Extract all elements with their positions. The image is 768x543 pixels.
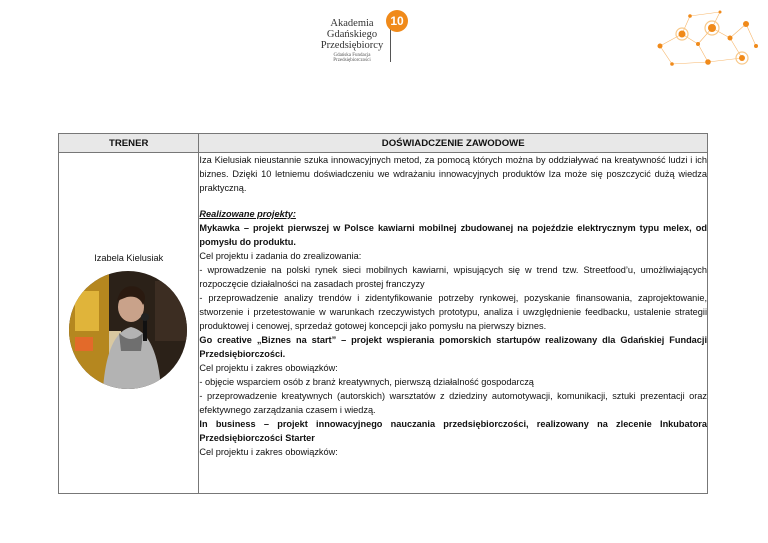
project-2-item-1: - objęcie wsparciem osób z branż kreatywnych, pierwszą działalność gospodarczą <box>199 377 534 387</box>
trainer-name: Izabela Kielusiak <box>94 253 164 263</box>
logo-line-1: Akademia <box>330 18 374 29</box>
academy-logo <box>310 10 420 66</box>
logo-line-2: Gdańskiego <box>326 29 378 40</box>
header-trainer: TRENER <box>59 134 199 153</box>
project-2-goal: Cel projektu i zakres obowiązków: <box>199 363 338 373</box>
project-3-goal: Cel projektu i zakres obowiązków: <box>199 447 338 457</box>
table-header-row <box>59 134 708 153</box>
projects-heading: Realizowane projekty: <box>199 209 296 219</box>
project-1-title: Mykawka – projekt pierwszej w Polsce kawiarni mobilnej zbudowanej na pojeździe elektrycznym typu melex, od pomysłu do produktu. <box>199 223 707 247</box>
logo-text <box>316 18 388 51</box>
experience-cell <box>199 153 708 494</box>
table-row <box>59 153 708 494</box>
logo-badge: 10 <box>386 10 408 32</box>
logo-line-3: Przedsiębiorcy <box>320 40 384 51</box>
project-1-item-1: - wprowadzenie na polski rynek sieci mobilnych kawiarni, wpisujących się w trend tzw. Streetfood’u, umożliwiających rozpoczęcie działalności na zasadach prostej franczyzy <box>199 265 707 289</box>
project-2-title: Go creative „Biznes na start” – projekt wspierania pomorskich startupów realizowany dla Gdańskiej Fundacji Przedsiębiorczości. <box>199 335 707 359</box>
trainer-photo <box>69 271 187 389</box>
project-2-item-2: - przeprowadzenie kreatywnych (autorskich) warsztatów z dziedziny automotywacji, komunikacji, sztuki prezentacji oraz efektywnego zarządzania czasem i wiedzą. <box>199 391 707 415</box>
network-decoration-icon <box>650 6 762 76</box>
intro-text: Iza Kielusiak nieustannie szuka innowacyjnych metod, za pomocą których można by oddziaływać na kreatywność ludzi i ich biznes. Dzięki 10 letniemu doświadczeniu we wdrażaniu innowacyjnych produktów Iza może się poszczycić dużą wiedza praktyczną. <box>199 155 707 193</box>
project-1-goal: Cel projektu i zadania do zrealizowania: <box>199 251 362 261</box>
header-experience: DOŚWIADCZENIE ZAWODOWE <box>199 134 708 153</box>
project-1-item-2: - przeprowadzenie analizy trendów i zidentyfikowanie potrzeby rynkowej, pozyskanie finansowania, zaprojektowanie, stworzenie i przetestowanie w warunkach rzeczywistych prototypu, analiza i uwzględnienie feedbacku, ustalenie strategii produktowej i cenowej, sprzedaż gotowej koncepcji jako pomysłu na pierwszy biznes. <box>199 293 707 331</box>
trainer-table <box>58 133 708 494</box>
trainer-cell <box>59 153 199 494</box>
project-3-title: In business – projekt innowacyjnego nauczania przedsiębiorczości, realizowany na zlecenie Inkubatora Przedsiębiorczości Starter <box>199 419 707 443</box>
logo-subtitle: Gdańska Fundacja Przedsiębiorczości <box>333 53 371 63</box>
